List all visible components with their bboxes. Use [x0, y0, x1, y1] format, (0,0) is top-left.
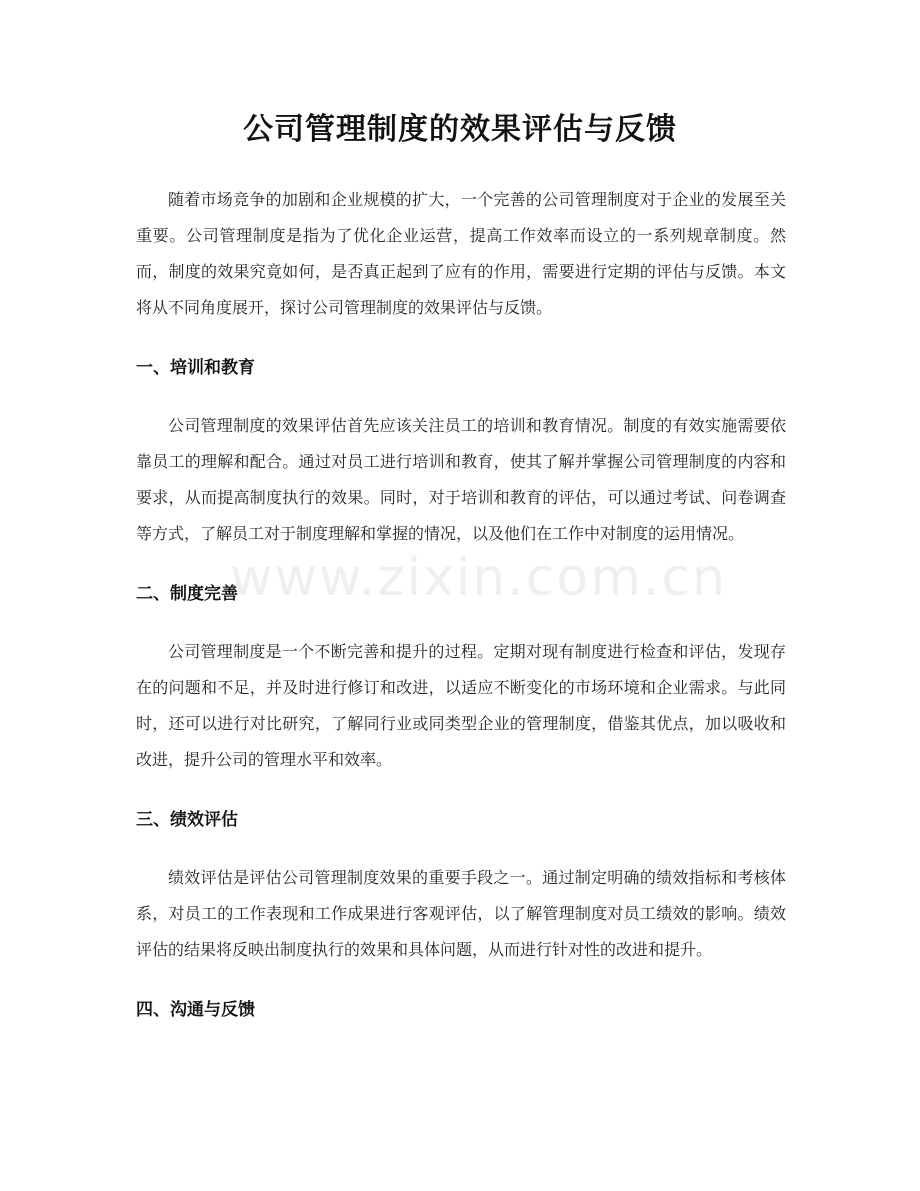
watermark: www.zixin.com.cn: [230, 548, 727, 608]
section-body-performance: 绩效评估是评估公司管理制度效果的重要手段之一。通过制定明确的绩效指标和考核体系，对员工的工作表现和工作成果进行客观评估，以了解管理制度对员工绩效的影响。绩效评估的结果将反映出制度执行的效果和具体问题，从而进行针对性的改进和提升。: [136, 868, 786, 959]
section-heading-improvement: 二、制度完善: [136, 584, 238, 604]
section-body-training: 公司管理制度的效果评估首先应该关注员工的培训和教育情况。制度的有效实施需要依靠员工的理解和配合。通过对员工进行培训和教育，使其了解并掌握公司管理制度的内容和要求，从而提高制度执行的效果。同时，对于培训和教育的评估，可以通过考试、问卷调查等方式，了解员工对于制度理解和掌握的情况，以及他们在工作中对制度的运用情况。: [136, 416, 786, 543]
section-heading-performance: 三、绩效评估: [136, 810, 238, 830]
document-body: [136, 182, 786, 1028]
intro-paragraph: 随着市场竞争的加剧和企业规模的扩大，一个完善的公司管理制度对于企业的发展至关重要。公司管理制度是指为了优化企业运营，提高工作效率而设立的一系列规章制度。然而，制度的效果究竟如何，是否真正起到了应有的作用，需要进行定期的评估与反馈。本文将从不同角度展开，探讨公司管理制度的效果评估与反馈。: [136, 190, 786, 317]
section-heading-training: 一、培训和教育: [136, 358, 255, 378]
document-title: 公司管理制度的效果评估与反馈: [243, 112, 677, 147]
section-body-improvement: 公司管理制度是一个不断完善和提升的过程。定期对现有制度进行检查和评估，发现存在的问题和不足，并及时进行修订和改进，以适应不断变化的市场环境和企业需求。与此同时，还可以进行对比研究，了解同行业或同类型企业的管理制度，借鉴其优点，加以吸收和改进，提升公司的管理水平和效率。: [136, 642, 786, 769]
section-heading-communication: 四、沟通与反馈: [136, 1000, 255, 1020]
